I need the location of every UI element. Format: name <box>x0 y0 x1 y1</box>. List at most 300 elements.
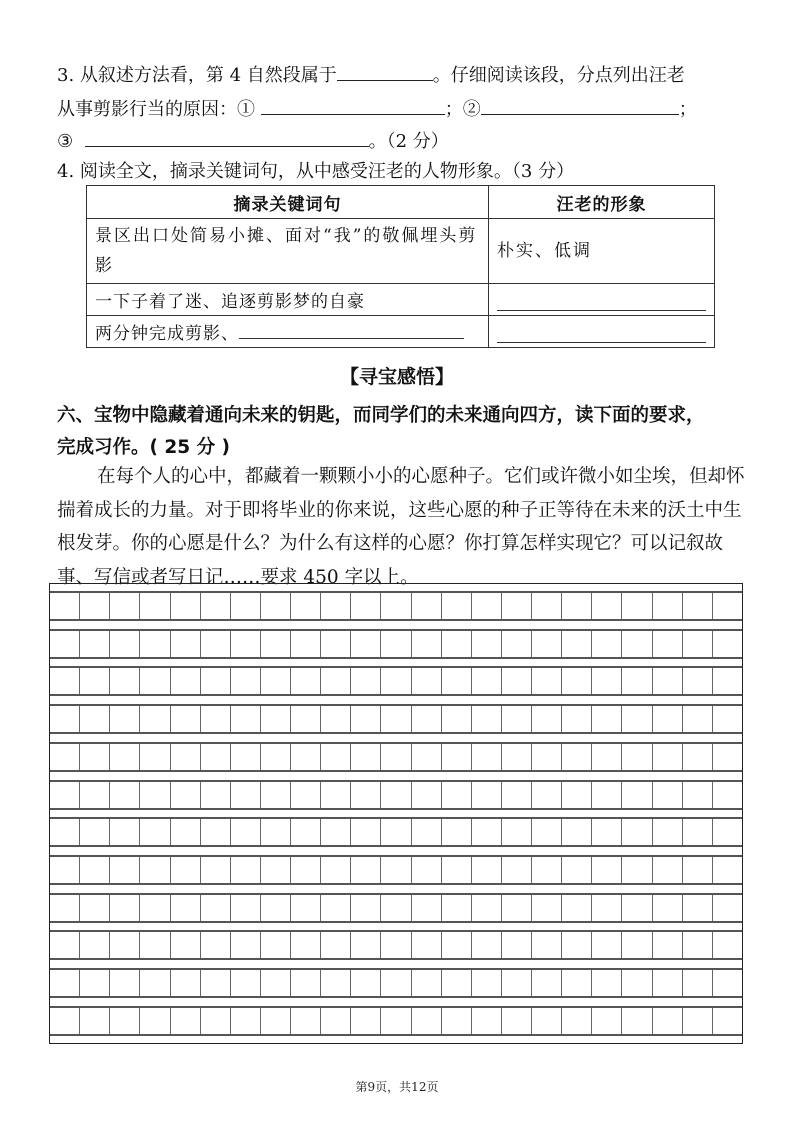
grid-cell[interactable] <box>622 593 652 619</box>
grid-cell[interactable] <box>140 970 170 996</box>
grid-cell[interactable] <box>532 857 562 883</box>
answer-blank-reason-3[interactable] <box>85 128 369 147</box>
grid-cell[interactable] <box>592 706 622 732</box>
grid-cell[interactable] <box>442 857 472 883</box>
grid-cell[interactable] <box>140 706 170 732</box>
grid-cell[interactable] <box>622 932 652 958</box>
grid-cell[interactable] <box>231 857 261 883</box>
grid-cell[interactable] <box>110 819 140 845</box>
grid-cell[interactable] <box>291 895 321 921</box>
grid-cell[interactable] <box>442 932 472 958</box>
grid-cell[interactable] <box>442 744 472 770</box>
answer-blank-image-2[interactable] <box>497 288 706 311</box>
grid-cell[interactable] <box>592 668 622 694</box>
grid-cell[interactable] <box>592 895 622 921</box>
grid-cell[interactable] <box>532 782 562 808</box>
grid-cell[interactable] <box>592 819 622 845</box>
grid-cell[interactable] <box>622 895 652 921</box>
table-cell-image[interactable] <box>489 284 715 316</box>
grid-row <box>50 629 742 659</box>
grid-cell[interactable] <box>50 1008 80 1034</box>
grid-cell[interactable] <box>201 631 231 657</box>
grid-cell[interactable] <box>442 895 472 921</box>
grid-cell[interactable] <box>622 782 652 808</box>
grid-cell[interactable] <box>80 895 110 921</box>
grid-cell[interactable] <box>653 668 683 694</box>
grid-cell[interactable] <box>472 819 502 845</box>
grid-cell[interactable] <box>351 857 381 883</box>
grid-cell[interactable] <box>653 744 683 770</box>
grid-cell[interactable] <box>261 932 291 958</box>
grid-row <box>50 780 742 810</box>
grid-cell[interactable] <box>683 895 713 921</box>
grid-cell[interactable] <box>412 593 442 619</box>
grid-cell[interactable] <box>80 593 110 619</box>
grid-cell[interactable] <box>713 970 742 996</box>
grid-cell[interactable] <box>381 631 411 657</box>
grid-cell[interactable] <box>80 706 110 732</box>
grid-cell[interactable] <box>291 932 321 958</box>
grid-cell[interactable] <box>653 1008 683 1034</box>
grid-cell[interactable] <box>351 668 381 694</box>
q3-line-2 <box>57 96 697 122</box>
grid-cell[interactable] <box>50 631 80 657</box>
grid-cell[interactable] <box>50 819 80 845</box>
grid-cell[interactable] <box>713 819 742 845</box>
grid-cell[interactable] <box>231 593 261 619</box>
grid-cell[interactable] <box>653 593 683 619</box>
grid-cell[interactable] <box>532 895 562 921</box>
grid-cell[interactable] <box>80 744 110 770</box>
grid-cell[interactable] <box>442 668 472 694</box>
grid-cell[interactable] <box>171 819 201 845</box>
grid-row <box>50 968 742 998</box>
q6-instructions <box>57 460 747 594</box>
grid-cell[interactable] <box>653 819 683 845</box>
grid-cell[interactable] <box>653 782 683 808</box>
grid-cell[interactable] <box>201 668 231 694</box>
answer-blank-reason-2[interactable] <box>481 96 679 115</box>
grid-cell[interactable] <box>231 1008 261 1034</box>
grid-cell[interactable] <box>683 932 713 958</box>
grid-cell[interactable] <box>201 706 231 732</box>
grid-cell[interactable] <box>140 857 170 883</box>
grid-cell[interactable] <box>351 819 381 845</box>
grid-cell[interactable] <box>171 668 201 694</box>
grid-cell[interactable] <box>381 1008 411 1034</box>
table-row <box>87 316 715 348</box>
grid-cell[interactable] <box>201 744 231 770</box>
grid-cell[interactable] <box>562 593 592 619</box>
grid-cell[interactable] <box>683 819 713 845</box>
grid-cell[interactable] <box>261 782 291 808</box>
grid-cell[interactable] <box>622 1008 652 1034</box>
grid-cell[interactable] <box>201 970 231 996</box>
grid-cell[interactable] <box>622 744 652 770</box>
grid-cell[interactable] <box>472 593 502 619</box>
grid-cell[interactable] <box>653 857 683 883</box>
grid-cell[interactable] <box>381 668 411 694</box>
grid-cell[interactable] <box>261 857 291 883</box>
grid-cell[interactable] <box>231 706 261 732</box>
grid-cell[interactable] <box>50 932 80 958</box>
grid-cell[interactable] <box>532 819 562 845</box>
grid-cell[interactable] <box>171 1008 201 1034</box>
grid-cell[interactable] <box>110 744 140 770</box>
grid-cell[interactable] <box>261 970 291 996</box>
grid-cell[interactable] <box>80 1008 110 1034</box>
grid-cell[interactable] <box>683 593 713 619</box>
grid-cell[interactable] <box>683 631 713 657</box>
grid-cell[interactable] <box>321 819 351 845</box>
grid-cell[interactable] <box>50 706 80 732</box>
grid-cell[interactable] <box>291 668 321 694</box>
grid-cell[interactable] <box>472 631 502 657</box>
grid-cell[interactable] <box>622 970 652 996</box>
grid-cell[interactable] <box>291 857 321 883</box>
table-cell-excerpt <box>87 316 489 348</box>
grid-cell[interactable] <box>201 857 231 883</box>
grid-cell[interactable] <box>653 706 683 732</box>
grid-cell[interactable] <box>472 744 502 770</box>
grid-cell[interactable] <box>412 1008 442 1034</box>
grid-cell[interactable] <box>562 895 592 921</box>
grid-cell[interactable] <box>351 706 381 732</box>
grid-cell[interactable] <box>592 744 622 770</box>
grid-cell[interactable] <box>683 668 713 694</box>
grid-cell[interactable] <box>231 631 261 657</box>
grid-cell[interactable] <box>231 819 261 845</box>
grid-cell[interactable] <box>713 782 742 808</box>
grid-cell[interactable] <box>622 668 652 694</box>
grid-cell[interactable] <box>110 593 140 619</box>
grid-cell[interactable] <box>381 593 411 619</box>
grid-cell[interactable] <box>532 631 562 657</box>
grid-cell[interactable] <box>50 668 80 694</box>
grid-cell[interactable] <box>80 857 110 883</box>
q3-text: ；② <box>444 99 481 120</box>
grid-cell[interactable] <box>381 819 411 845</box>
grid-cell[interactable] <box>231 668 261 694</box>
grid-cell[interactable] <box>291 593 321 619</box>
grid-cell[interactable] <box>412 668 442 694</box>
grid-cell[interactable] <box>381 782 411 808</box>
grid-cell[interactable] <box>261 706 291 732</box>
grid-cell[interactable] <box>351 744 381 770</box>
grid-cell[interactable] <box>502 631 532 657</box>
grid-cell[interactable] <box>381 970 411 996</box>
grid-row <box>50 666 742 696</box>
grid-cell[interactable] <box>653 895 683 921</box>
grid-cell[interactable] <box>140 593 170 619</box>
grid-cell[interactable] <box>351 593 381 619</box>
grid-cell[interactable] <box>683 1008 713 1034</box>
grid-cell[interactable] <box>442 970 472 996</box>
grid-cell[interactable] <box>472 1008 502 1034</box>
grid-cell[interactable] <box>351 782 381 808</box>
grid-cell[interactable] <box>472 668 502 694</box>
grid-cell[interactable] <box>381 706 411 732</box>
grid-cell[interactable] <box>502 593 532 619</box>
grid-cell[interactable] <box>110 706 140 732</box>
grid-cell[interactable] <box>472 857 502 883</box>
grid-cell[interactable] <box>532 970 562 996</box>
grid-cell[interactable] <box>110 857 140 883</box>
grid-cell[interactable] <box>532 744 562 770</box>
grid-cell[interactable] <box>201 895 231 921</box>
grid-cell[interactable] <box>171 744 201 770</box>
grid-cell[interactable] <box>562 970 592 996</box>
grid-cell[interactable] <box>351 631 381 657</box>
grid-cell[interactable] <box>442 782 472 808</box>
grid-cell[interactable] <box>321 782 351 808</box>
q3-line-1 <box>57 62 685 88</box>
grid-cell[interactable] <box>562 668 592 694</box>
grid-cell[interactable] <box>231 932 261 958</box>
grid-cell[interactable] <box>321 631 351 657</box>
grid-cell[interactable] <box>412 932 442 958</box>
grid-cell[interactable] <box>472 706 502 732</box>
grid-cell[interactable] <box>231 895 261 921</box>
grid-cell[interactable] <box>80 668 110 694</box>
grid-cell[interactable] <box>472 782 502 808</box>
grid-cell[interactable] <box>713 631 742 657</box>
grid-cell[interactable] <box>50 593 80 619</box>
grid-cell[interactable] <box>592 1008 622 1034</box>
grid-cell[interactable] <box>713 744 742 770</box>
grid-cell[interactable] <box>653 932 683 958</box>
grid-cell[interactable] <box>622 631 652 657</box>
grid-cell[interactable] <box>351 932 381 958</box>
grid-cell[interactable] <box>442 706 472 732</box>
grid-cell[interactable] <box>713 668 742 694</box>
grid-cell[interactable] <box>562 744 592 770</box>
grid-cell[interactable] <box>80 782 110 808</box>
grid-cell[interactable] <box>140 819 170 845</box>
grid-cell[interactable] <box>261 819 291 845</box>
grid-cell[interactable] <box>351 970 381 996</box>
grid-cell[interactable] <box>231 782 261 808</box>
grid-cell[interactable] <box>291 631 321 657</box>
grid-cell[interactable] <box>713 706 742 732</box>
grid-cell[interactable] <box>140 631 170 657</box>
grid-cell[interactable] <box>622 857 652 883</box>
grid-cell[interactable] <box>140 932 170 958</box>
grid-cell[interactable] <box>562 819 592 845</box>
grid-cell[interactable] <box>171 857 201 883</box>
grid-cell[interactable] <box>412 744 442 770</box>
grid-row <box>50 930 742 960</box>
grid-cell[interactable] <box>110 895 140 921</box>
grid-cell[interactable] <box>50 782 80 808</box>
grid-cell[interactable] <box>472 970 502 996</box>
grid-cell[interactable] <box>291 744 321 770</box>
answer-blank-narration-method[interactable] <box>337 62 433 81</box>
answer-blank-excerpt-3[interactable] <box>239 320 464 339</box>
grid-cell[interactable] <box>502 668 532 694</box>
grid-cell[interactable] <box>592 593 622 619</box>
grid-cell[interactable] <box>472 895 502 921</box>
grid-cell[interactable] <box>171 895 201 921</box>
grid-cell[interactable] <box>171 970 201 996</box>
grid-cell[interactable] <box>412 857 442 883</box>
table-row <box>87 219 715 284</box>
grid-cell[interactable] <box>562 706 592 732</box>
grid-cell[interactable] <box>472 932 502 958</box>
grid-cell[interactable] <box>321 857 351 883</box>
grid-cell[interactable] <box>171 782 201 808</box>
grid-cell[interactable] <box>171 593 201 619</box>
grid-cell[interactable] <box>321 744 351 770</box>
grid-cell[interactable] <box>291 1008 321 1034</box>
grid-cell[interactable] <box>140 1008 170 1034</box>
grid-cell[interactable] <box>442 1008 472 1034</box>
grid-cell[interactable] <box>201 819 231 845</box>
grid-cell[interactable] <box>532 1008 562 1034</box>
grid-cell[interactable] <box>502 895 532 921</box>
grid-cell[interactable] <box>592 631 622 657</box>
grid-cell[interactable] <box>291 782 321 808</box>
grid-cell[interactable] <box>351 895 381 921</box>
grid-cell[interactable] <box>80 819 110 845</box>
grid-cell[interactable] <box>201 593 231 619</box>
grid-cell[interactable] <box>412 895 442 921</box>
grid-cell[interactable] <box>50 857 80 883</box>
grid-cell[interactable] <box>502 857 532 883</box>
grid-cell[interactable] <box>592 970 622 996</box>
grid-cell[interactable] <box>261 744 291 770</box>
grid-cell[interactable] <box>381 895 411 921</box>
grid-cell[interactable] <box>50 895 80 921</box>
grid-cell[interactable] <box>442 593 472 619</box>
grid-cell[interactable] <box>321 593 351 619</box>
grid-cell[interactable] <box>502 706 532 732</box>
grid-cell[interactable] <box>110 970 140 996</box>
grid-cell[interactable] <box>351 1008 381 1034</box>
grid-cell[interactable] <box>261 631 291 657</box>
grid-cell[interactable] <box>562 631 592 657</box>
grid-cell[interactable] <box>110 631 140 657</box>
grid-cell[interactable] <box>231 744 261 770</box>
grid-cell[interactable] <box>321 668 351 694</box>
grid-cell[interactable] <box>683 744 713 770</box>
grid-cell[interactable] <box>713 593 742 619</box>
grid-cell[interactable] <box>502 970 532 996</box>
grid-cell[interactable] <box>622 819 652 845</box>
grid-cell[interactable] <box>713 1008 742 1034</box>
grid-cell[interactable] <box>381 744 411 770</box>
grid-cell[interactable] <box>291 819 321 845</box>
grid-cell[interactable] <box>502 932 532 958</box>
grid-cell[interactable] <box>683 782 713 808</box>
grid-cell[interactable] <box>683 857 713 883</box>
page-number: 第9页，共12页 <box>355 1080 439 1094</box>
grid-cell[interactable] <box>713 895 742 921</box>
grid-cell[interactable] <box>50 744 80 770</box>
grid-cell[interactable] <box>592 932 622 958</box>
grid-cell[interactable] <box>321 970 351 996</box>
table-cell-image[interactable] <box>489 316 715 348</box>
grid-cell[interactable] <box>592 782 622 808</box>
grid-cell[interactable] <box>442 819 472 845</box>
writing-grid[interactable] <box>49 583 743 1044</box>
grid-cell[interactable] <box>562 932 592 958</box>
grid-cell[interactable] <box>653 970 683 996</box>
grid-cell[interactable] <box>562 782 592 808</box>
grid-cell[interactable] <box>321 1008 351 1034</box>
grid-cell[interactable] <box>412 782 442 808</box>
grid-cell[interactable] <box>80 970 110 996</box>
grid-cell[interactable] <box>321 895 351 921</box>
grid-cell[interactable] <box>171 631 201 657</box>
grid-cell[interactable] <box>532 932 562 958</box>
grid-cell[interactable] <box>412 706 442 732</box>
grid-cell[interactable] <box>321 706 351 732</box>
grid-cell[interactable] <box>532 706 562 732</box>
grid-cell[interactable] <box>381 932 411 958</box>
grid-cell[interactable] <box>502 782 532 808</box>
grid-cell[interactable] <box>110 1008 140 1034</box>
grid-cell[interactable] <box>321 932 351 958</box>
grid-cell[interactable] <box>502 744 532 770</box>
grid-cell[interactable] <box>80 631 110 657</box>
grid-cell[interactable] <box>261 895 291 921</box>
grid-cell[interactable] <box>171 932 201 958</box>
table-cell-excerpt: 一下子着了迷、追逐剪影梦的自豪 <box>87 284 489 316</box>
grid-cell[interactable] <box>683 706 713 732</box>
grid-cell[interactable] <box>140 782 170 808</box>
grid-cell[interactable] <box>261 593 291 619</box>
grid-cell[interactable] <box>110 932 140 958</box>
grid-cell[interactable] <box>110 668 140 694</box>
grid-cell[interactable] <box>442 631 472 657</box>
grid-cell[interactable] <box>713 857 742 883</box>
grid-cell[interactable] <box>231 970 261 996</box>
grid-cell[interactable] <box>291 970 321 996</box>
answer-blank-image-3[interactable] <box>497 320 706 343</box>
grid-cell[interactable] <box>261 668 291 694</box>
grid-cell[interactable] <box>562 857 592 883</box>
grid-cell[interactable] <box>683 970 713 996</box>
grid-cell[interactable] <box>171 706 201 732</box>
grid-cell[interactable] <box>50 970 80 996</box>
grid-cell[interactable] <box>412 631 442 657</box>
grid-cell[interactable] <box>502 819 532 845</box>
grid-cell[interactable] <box>653 631 683 657</box>
grid-cell[interactable] <box>201 1008 231 1034</box>
grid-cell[interactable] <box>381 857 411 883</box>
grid-cell[interactable] <box>713 932 742 958</box>
answer-blank-reason-1[interactable] <box>261 96 445 115</box>
grid-cell[interactable] <box>532 593 562 619</box>
grid-cell[interactable] <box>622 706 652 732</box>
grid-cell[interactable] <box>201 932 231 958</box>
grid-cell[interactable] <box>140 895 170 921</box>
grid-cell[interactable] <box>80 932 110 958</box>
grid-cell[interactable] <box>412 970 442 996</box>
grid-cell[interactable] <box>502 1008 532 1034</box>
grid-cell[interactable] <box>412 819 442 845</box>
grid-cell[interactable] <box>592 857 622 883</box>
grid-cell[interactable] <box>140 744 170 770</box>
grid-cell[interactable] <box>532 668 562 694</box>
grid-cell[interactable] <box>201 782 231 808</box>
grid-cell[interactable] <box>140 668 170 694</box>
grid-cell[interactable] <box>261 1008 291 1034</box>
grid-cell[interactable] <box>291 706 321 732</box>
grid-cell[interactable] <box>110 782 140 808</box>
grid-cell[interactable] <box>562 1008 592 1034</box>
